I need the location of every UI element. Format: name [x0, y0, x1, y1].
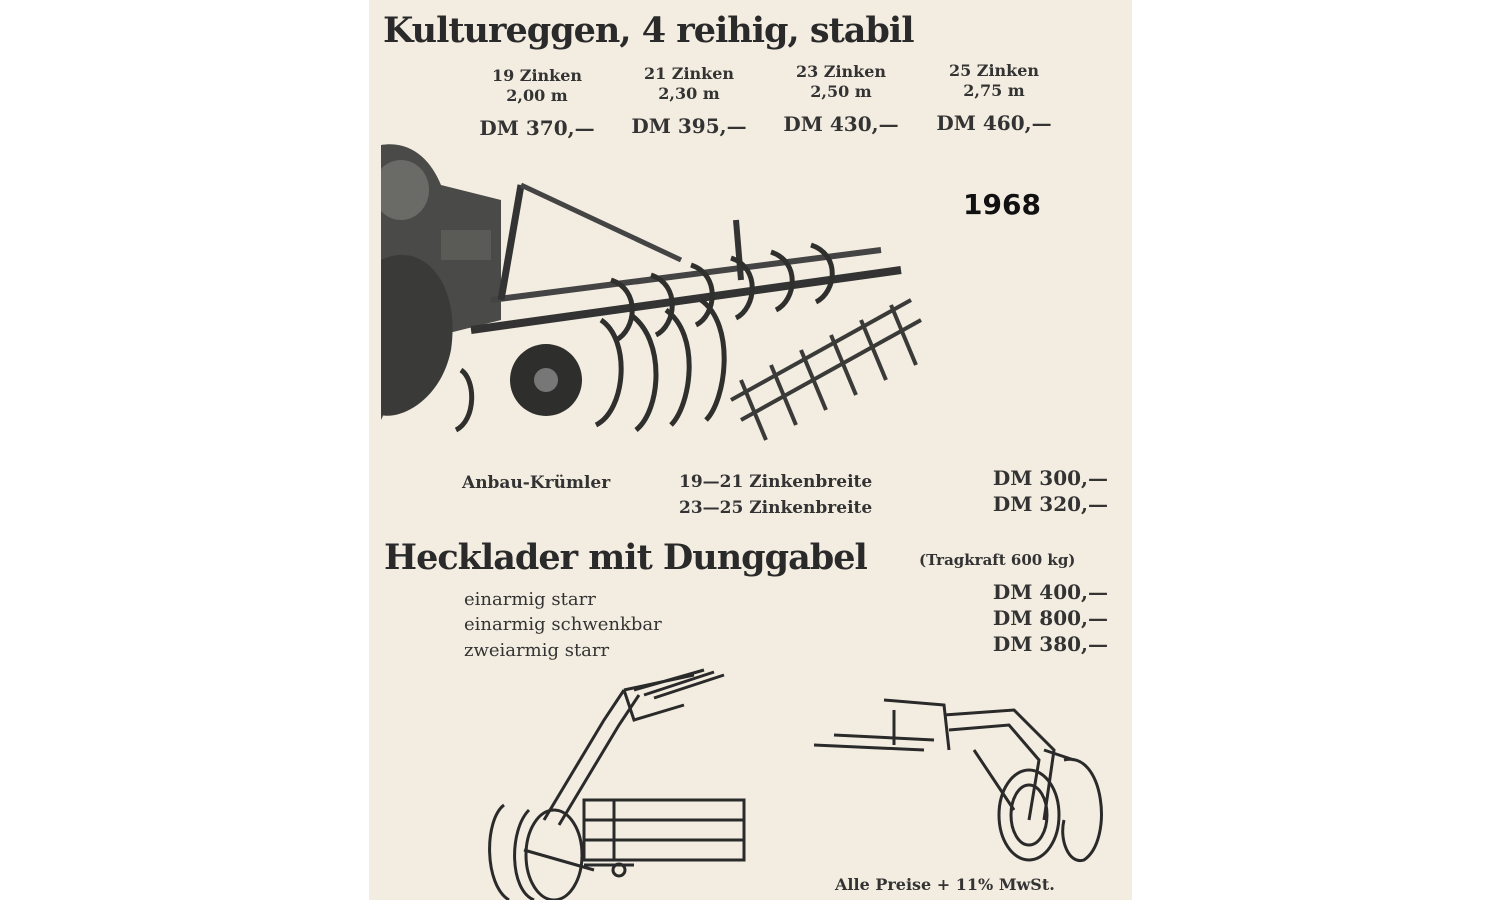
kruemler-label: Anbau-Krümler: [462, 473, 611, 493]
variant-price: DM 430,—: [783, 112, 899, 136]
variant-zinken: 23 Zinken: [795, 62, 887, 81]
advertisement-page: [369, 0, 1132, 900]
loader-drawing-left: [484, 660, 754, 900]
variant-width: 2,00 m: [506, 86, 568, 105]
loader-price: DM 380,—: [992, 632, 1108, 656]
loader-drawing-right: [814, 690, 1114, 870]
harrow-photo: [381, 140, 926, 460]
loader-price: DM 400,—: [992, 580, 1108, 604]
year-label: 1968: [963, 188, 1041, 221]
variant-column: [761, 62, 921, 136]
variant-zinken: 21 Zinken: [643, 64, 735, 83]
variant-width: 2,30 m: [658, 84, 720, 103]
footer-note: Alle Preise + 11% MwSt.: [835, 875, 1055, 894]
section1-title: Kultureggen, 4 reihig, stabil: [383, 10, 914, 51]
loader-item: zweiarmig starr: [464, 640, 610, 661]
variant-price: DM 460,—: [936, 111, 1052, 135]
variant-column: [609, 64, 769, 138]
loader-item: einarmig starr: [464, 589, 596, 610]
loader-price: DM 800,—: [992, 606, 1108, 630]
variant-width: 2,50 m: [810, 82, 872, 101]
variant-zinken: 19 Zinken: [491, 66, 583, 85]
variant-column: [914, 61, 1074, 135]
variant-price: DM 370,—: [479, 116, 595, 140]
variant-price: DM 395,—: [631, 114, 747, 138]
kruemler-spec: 23—25 Zinkenbreite: [679, 498, 873, 518]
kruemler-price: DM 320,—: [992, 492, 1108, 516]
variant-column: [457, 66, 617, 140]
kruemler-spec: 19—21 Zinkenbreite: [679, 472, 873, 492]
loader-item: einarmig schwenkbar: [464, 614, 662, 635]
section2-title: Hecklader mit Dunggabel: [384, 537, 867, 578]
section2-note: (Tragkraft 600 kg): [919, 551, 1076, 569]
kruemler-price: DM 300,—: [992, 466, 1108, 490]
variant-zinken: 25 Zinken: [948, 61, 1040, 80]
variant-width: 2,75 m: [963, 81, 1025, 100]
